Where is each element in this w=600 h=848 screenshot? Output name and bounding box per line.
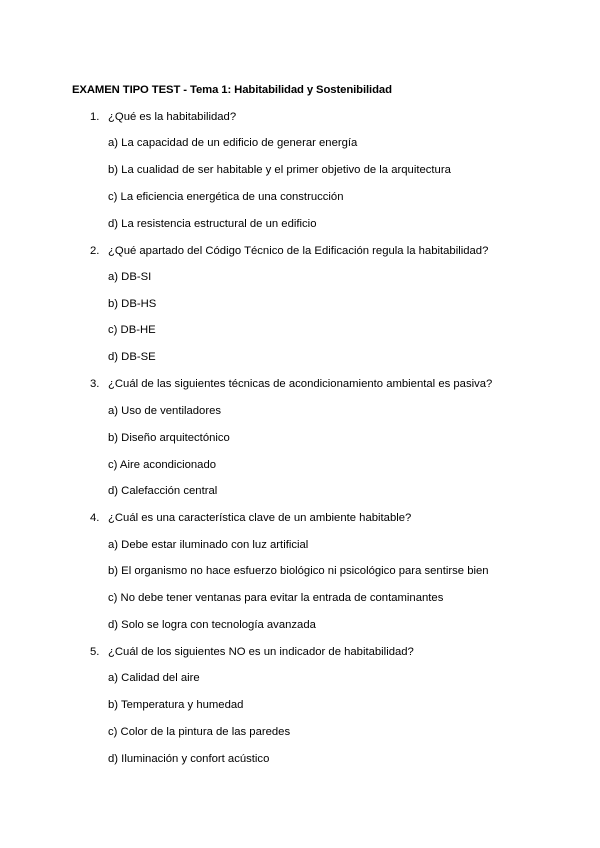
question-2-option-a: a) DB-SI <box>108 271 152 283</box>
exam-title: EXAMEN TIPO TEST - Tema 1: Habitabilidad y Sostenibilidad <box>72 84 392 96</box>
question-2-number: 2. <box>90 245 100 257</box>
question-5-option-c: c) Color de la pintura de las paredes <box>108 726 291 738</box>
question-4-option-d: d) Solo se logra con tecnología avanzada <box>108 619 316 631</box>
question-4-text: ¿Cuál es una característica clave de un ambiente habitable? <box>108 512 412 524</box>
question-5-option-b: b) Temperatura y humedad <box>108 699 244 711</box>
question-3-option-c: c) Aire acondicionado <box>108 459 217 471</box>
question-3-text: ¿Cuál de las siguientes técnicas de acondicionamiento ambiental es pasiva? <box>108 378 493 390</box>
question-3-option-a: a) Uso de ventiladores <box>108 405 222 417</box>
question-3-number: 3. <box>90 378 100 390</box>
question-5-option-d: d) Iluminación y confort acústico <box>108 753 270 765</box>
question-1-number: 1. <box>90 111 100 123</box>
question-5-text: ¿Cuál de los siguientes NO es un indicador de habitabilidad? <box>108 646 414 658</box>
question-2-option-d: d) DB-SE <box>108 351 156 363</box>
question-1-option-a: a) La capacidad de un edificio de generar energía <box>108 137 358 149</box>
question-2-text: ¿Qué apartado del Código Técnico de la Edificación regula la habitabilidad? <box>108 245 489 257</box>
question-1-option-c: c) La eficiencia energética de una construcción <box>108 191 344 203</box>
question-1-text: ¿Qué es la habitabilidad? <box>108 111 237 123</box>
question-4-number: 4. <box>90 512 100 524</box>
question-2-option-c: c) DB-HE <box>108 324 156 336</box>
question-5-option-a: a) Calidad del aire <box>108 672 200 684</box>
question-3-option-b: b) Diseño arquitectónico <box>108 432 230 444</box>
question-3-option-d: d) Calefacción central <box>108 485 218 497</box>
question-2-option-b: b) DB-HS <box>108 298 157 310</box>
question-4-option-a: a) Debe estar iluminado con luz artificial <box>108 539 309 551</box>
question-1-option-b: b) La cualidad de ser habitable y el primer objetivo de la arquitectura <box>108 164 451 176</box>
question-4-option-b: b) El organismo no hace esfuerzo biológico ni psicológico para sentirse bien <box>108 565 489 577</box>
question-4-option-c: c) No debe tener ventanas para evitar la entrada de contaminantes <box>108 592 444 604</box>
question-1-option-d: d) La resistencia estructural de un edificio <box>108 218 317 230</box>
question-5-number: 5. <box>90 646 100 658</box>
